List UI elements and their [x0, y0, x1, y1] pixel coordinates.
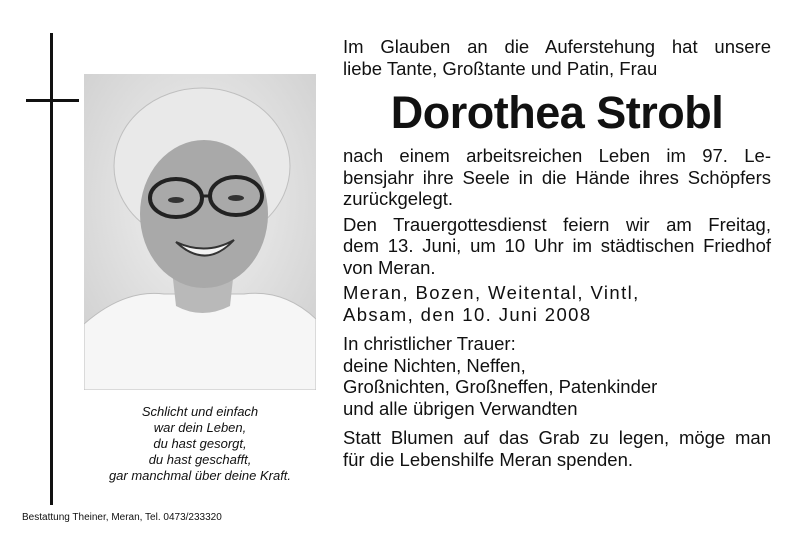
- cross-vertical-bar: [50, 33, 53, 505]
- donation-line: Statt Blumen auf das Grab zu legen, möge man: [343, 427, 771, 448]
- mourners-line: In christlicher Trauer:: [343, 333, 516, 354]
- announcement-text: [343, 36, 771, 470]
- service-line: dem 13. Juni, um 10 Uhr im städtischen Friedhof: [343, 235, 771, 256]
- funeral-home-credit: Bestattung Theiner, Meran, Tel. 0473/233320: [22, 512, 222, 523]
- donation-line: für die Lebenshilfe Meran spenden.: [343, 448, 634, 470]
- mourners-line: und alle übrigen Verwandten: [343, 397, 578, 419]
- poem-line: du hast geschafft,: [148, 452, 252, 467]
- service-line: von Meran.: [343, 256, 436, 278]
- life-line: bensjahr ihre Seele in die Hände ihres Schöpfers: [343, 166, 771, 188]
- intro-line: liebe Tante, Großtante und Patin, Frau: [343, 57, 658, 79]
- place-date-line: Absam, den 10. Juni 2008: [343, 303, 592, 325]
- life-line: nach einem arbeitsreichen Leben im 97. Le-: [343, 145, 771, 166]
- poem-line: gar manchmal über deine Kraft.: [108, 468, 292, 483]
- life-line: zurückgelegt.: [343, 188, 454, 209]
- intro-line: Im Glauben an die Auferstehung hat unsere: [343, 36, 771, 57]
- service-line: Den Trauergottesdienst feiern wir am Freitag,: [343, 213, 771, 235]
- cross-horizontal-bar: [26, 99, 79, 102]
- memorial-poem: [84, 404, 316, 484]
- place-date-line: Meran, Bozen, Weitental, Vintl,: [343, 282, 640, 303]
- poem-line: du hast gesorgt,: [153, 436, 247, 451]
- deceased-name: Dorothea Strobl: [390, 87, 724, 138]
- mourners-line: deine Nichten, Neffen,: [343, 354, 526, 376]
- mourners-line: Großnichten, Großneffen, Patenkinder: [343, 376, 658, 397]
- poem-line: war dein Leben,: [153, 420, 247, 435]
- poem-line: Schlicht und einfach: [141, 404, 259, 419]
- portrait-photo: [84, 74, 316, 390]
